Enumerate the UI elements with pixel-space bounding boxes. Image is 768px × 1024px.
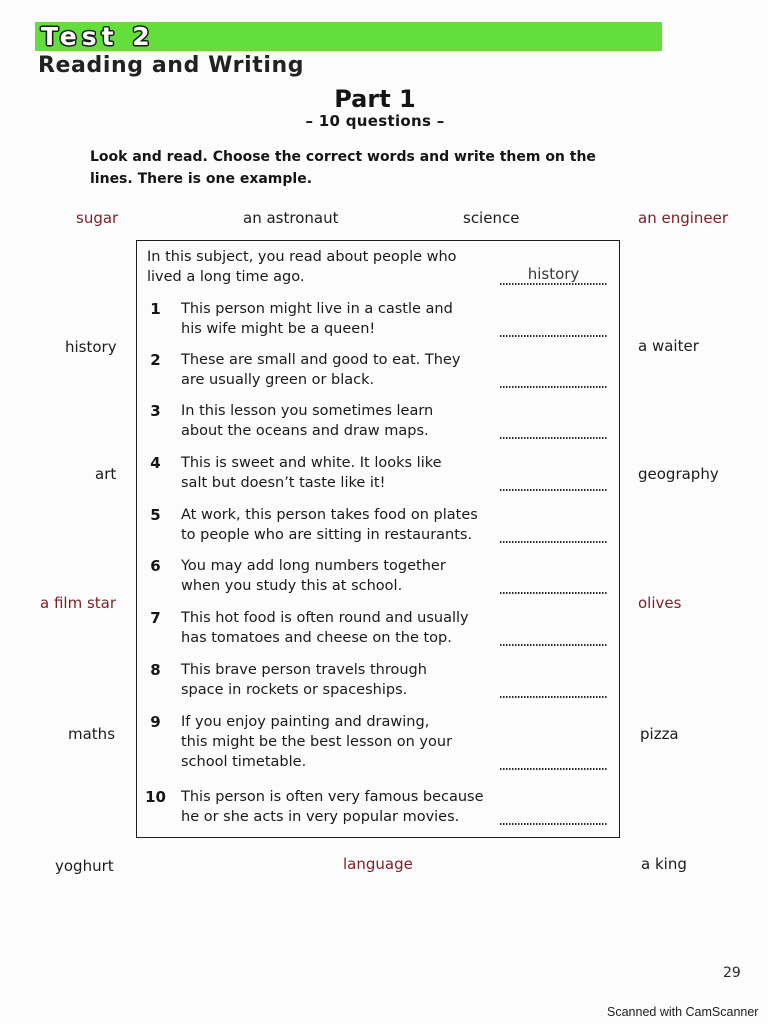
question-4 — [137, 453, 619, 493]
example-answer-blank — [500, 265, 607, 285]
question-10 — [137, 787, 619, 827]
question-7 — [137, 608, 619, 648]
question-text-line: You may add long numbers together — [181, 558, 446, 574]
example-answer: history — [527, 265, 580, 283]
questions-box — [136, 240, 620, 838]
question-text-line: about the oceans and draw maps. — [181, 423, 429, 439]
answer-blank — [500, 419, 607, 439]
question-text-line: This hot food is often round and usually — [181, 610, 469, 626]
question-text-line: school timetable. — [181, 754, 307, 770]
dotted-line — [500, 489, 607, 491]
question-count: – 10 questions – — [305, 112, 445, 130]
question-3 — [137, 401, 619, 441]
answer-blank — [500, 317, 607, 337]
question-text-line: These are small and good to eat. They — [181, 352, 461, 368]
word-option-history: history — [65, 338, 117, 356]
question-number: 5 — [150, 506, 161, 524]
answer-blank — [500, 750, 607, 770]
test-label: Test 2 — [41, 22, 155, 51]
question-number: 10 — [145, 788, 166, 806]
word-option-yoghurt: yoghurt — [55, 857, 114, 875]
word-option-language: language — [343, 855, 413, 873]
question-text-line: has tomatoes and cheese on the top. — [181, 630, 452, 646]
instructions-line: Look and read. Choose the correct words and write them on the — [90, 149, 596, 165]
dotted-line — [500, 283, 607, 285]
word-option-a-film-star: a film star — [40, 594, 117, 612]
answer-blank — [500, 805, 607, 825]
question-text-line: salt but doesn’t taste like it! — [181, 475, 386, 491]
question-text-line: At work, this person takes food on plates — [181, 507, 478, 523]
answer-blank — [500, 471, 607, 491]
word-option-pizza: pizza — [640, 725, 679, 743]
answer-blank — [500, 678, 607, 698]
question-8 — [137, 660, 619, 700]
question-9 — [137, 712, 619, 772]
part-title: Part 1 — [334, 85, 416, 113]
section-title: Reading and Writing — [38, 53, 305, 78]
dotted-line — [500, 386, 607, 388]
question-6 — [137, 556, 619, 596]
question-number: 9 — [150, 713, 161, 731]
dotted-line — [500, 335, 607, 337]
question-text-line: when you study this at school. — [181, 578, 403, 594]
question-text-line: are usually green or black. — [181, 372, 375, 388]
instructions — [90, 146, 596, 190]
answer-blank — [500, 368, 607, 388]
word-option-geography: geography — [638, 465, 719, 483]
instructions-line: lines. There is one example. — [90, 171, 313, 187]
word-option-olives: olives — [638, 594, 682, 612]
question-2 — [137, 350, 619, 390]
example-text-line: In this subject, you read about people who — [147, 249, 457, 265]
question-text-line: This person is often very famous because — [181, 789, 484, 805]
word-option-art: art — [95, 465, 117, 483]
dotted-line — [500, 592, 607, 594]
word-option-science: science — [463, 209, 520, 227]
page-number: 29 — [723, 965, 741, 981]
test-header-bar — [35, 22, 662, 51]
dotted-line — [500, 644, 607, 646]
example-text-line: lived a long time ago. — [147, 269, 305, 285]
question-number: 8 — [150, 661, 161, 679]
word-option-an-engineer: an engineer — [638, 209, 729, 227]
dotted-line — [500, 823, 607, 825]
dotted-line — [500, 437, 607, 439]
question-text-line: In this lesson you sometimes learn — [181, 403, 434, 419]
question-number: 3 — [150, 402, 161, 420]
question-number: 6 — [150, 557, 161, 575]
question-text-line: This brave person travels through — [181, 662, 427, 678]
answer-blank — [500, 574, 607, 594]
question-number: 4 — [150, 454, 161, 472]
question-text-line: space in rockets or spaceships. — [181, 682, 408, 698]
word-option-maths: maths — [68, 725, 116, 743]
word-option-an-astronaut: an astronaut — [243, 209, 339, 227]
question-number: 1 — [150, 300, 161, 318]
dotted-line — [500, 696, 607, 698]
example-item — [137, 247, 619, 287]
question-number: 7 — [150, 609, 161, 627]
scanner-watermark: Scanned with CamScanner — [607, 1005, 759, 1019]
answer-blank — [500, 523, 607, 543]
question-text-line: to people who are sitting in restaurants. — [181, 527, 473, 543]
question-text-line: This is sweet and white. It looks like — [181, 455, 442, 471]
word-option-a-waiter: a waiter — [638, 337, 699, 355]
question-number: 2 — [150, 351, 161, 369]
dotted-line — [500, 541, 607, 543]
word-option-a-king: a king — [641, 855, 687, 873]
question-text-line: If you enjoy painting and drawing, — [181, 714, 430, 730]
question-text-line: This person might live in a castle and — [181, 301, 453, 317]
answer-blank — [500, 626, 607, 646]
question-text-line: his wife might be a queen! — [181, 321, 376, 337]
question-1 — [137, 299, 619, 339]
dotted-line — [500, 768, 607, 770]
word-option-sugar: sugar — [76, 209, 119, 227]
question-text-line: he or she acts in very popular movies. — [181, 809, 460, 825]
question-text-line: this might be the best lesson on your — [181, 734, 453, 750]
question-5 — [137, 505, 619, 545]
